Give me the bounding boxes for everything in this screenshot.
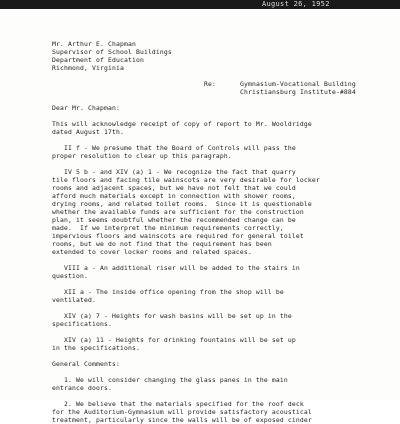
addressee-department: Department of Education xyxy=(52,56,144,64)
body-line: drying rooms, and related toilet rooms. Since it is questionable xyxy=(52,200,312,208)
body-line: dated August 17th. xyxy=(52,128,124,136)
body-line: XIV (a) 11 - Heights for drinking fountains will be set up xyxy=(64,336,296,344)
section-heading: General Comments: xyxy=(52,360,120,368)
addressee-city: Richmond, Virginia xyxy=(52,64,124,72)
body-line: extended to cover locker rooms and related spaces. xyxy=(52,248,252,256)
body-line: made. If we interpret the minimum requirements correctly, xyxy=(52,224,284,232)
re-line-1: Gymnasium-Vocational Building xyxy=(240,80,356,88)
body-line: in the specifications. xyxy=(52,344,140,352)
letter-date: August 26, 1952 xyxy=(262,0,330,8)
body-line: ventilated. xyxy=(52,296,96,304)
body-line: for the Auditorium-Gymnasium will provide satisfactory acoustical xyxy=(52,408,312,416)
body-line: II f - We presume that the Board of Controls will pass the xyxy=(64,144,296,152)
body-line: treatment, particularly since the walls will be of exposed cinder xyxy=(52,416,312,424)
re-label: Re: xyxy=(204,80,216,88)
body-line: plan, it seems doubtful whether the recommended change can be xyxy=(52,216,296,224)
body-line: entrance doors. xyxy=(52,384,112,392)
re-line-2: Christiansburg Institute-#884 xyxy=(240,88,356,96)
body-line: 1. We will consider changing the glass panes in the main xyxy=(64,376,288,384)
salutation: Dear Mr. Chapman: xyxy=(52,104,120,112)
body-line: afford much materials except in connection with shower rooms, xyxy=(52,192,296,200)
body-line: rooms, but we do not find that the requirement has been xyxy=(52,240,272,248)
addressee-name: Mr. Arthur E. Chapman xyxy=(52,40,136,48)
body-line: question. xyxy=(52,272,88,280)
body-line: 2. We believe that the materials specified for the roof deck xyxy=(64,400,304,408)
body-line: proper resolution to clear up this paragraph. xyxy=(52,152,232,160)
top-margin-band xyxy=(0,0,400,9)
body-line: whether the available funds are sufficient for the construction xyxy=(52,208,304,216)
body-line: specifications. xyxy=(52,320,112,328)
body-line: impervious floors and wainscots are required for general toilet xyxy=(52,232,304,240)
body-line: XIV (a) 7 - Heights for wash basins will be set up in the xyxy=(64,312,292,320)
body-line: VIII a - An additional riser will be added to the stairs in xyxy=(64,264,300,272)
body-line: rooms and adjacent spaces, but we have not felt that we could xyxy=(52,184,296,192)
body-line: tile floors and facing tile wainscots are very desirable for locker xyxy=(52,176,320,184)
body-line: IV 5 b - and XIV (a) 1 - We recognize the fact that quarry xyxy=(64,168,296,176)
body-line: This will acknowledge receipt of copy of report to Mr. Wooldridge xyxy=(52,120,312,128)
addressee-title: Supervisor of School Buildings xyxy=(52,48,172,56)
body-line: XII a - The inside office opening from the shop will be xyxy=(64,288,284,296)
